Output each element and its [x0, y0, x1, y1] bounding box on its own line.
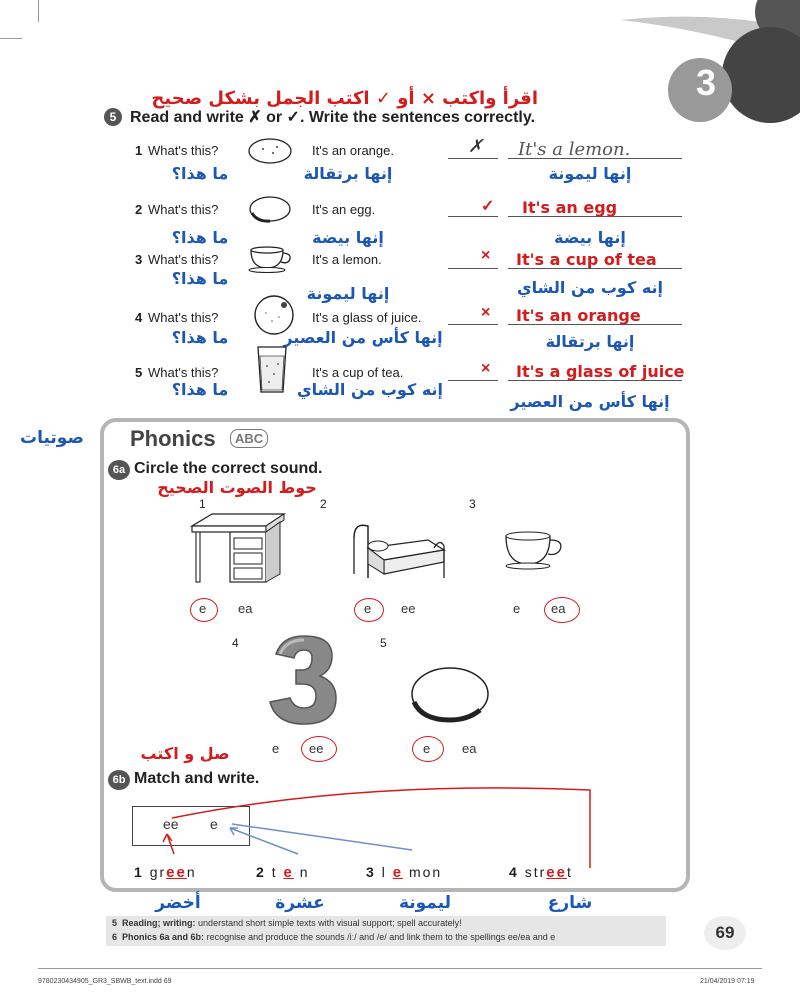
word-suffix: mon [408, 864, 443, 880]
footnote-number: 6 [112, 932, 118, 942]
ex6a-item-number: 5 [380, 636, 387, 650]
mark-line [448, 380, 498, 381]
ex5-statement: It's a lemon. [312, 252, 382, 267]
phonics-title: Phonics [130, 426, 216, 451]
crop-mark [38, 0, 39, 22]
ex5-question-ar: ما هذا؟ [171, 228, 229, 247]
ex6b-number-badge: 6b [108, 770, 130, 790]
ex6b-word [509, 864, 573, 881]
ex5-question: What's this? [148, 365, 219, 380]
ex5-item-number: 5 [135, 365, 143, 380]
word-fill[interactable]: ee [546, 864, 567, 881]
ex5-statement-ar: إنها برتقالة [303, 164, 393, 183]
sound-option[interactable]: ee [309, 741, 324, 756]
ex6a-arabic: حوط الصوت الصحيح [157, 478, 317, 497]
footnote-number: 5 [112, 918, 118, 928]
ex5-item-number: 2 [135, 202, 143, 217]
word-prefix: t [271, 864, 278, 880]
sound-option[interactable]: e [272, 741, 280, 756]
sound-option[interactable]: e [199, 601, 207, 616]
teacup-icon [500, 528, 570, 574]
desk-icon [188, 508, 288, 588]
ex5-answer-ar: إنها بيضة [554, 228, 626, 247]
ex6b-arabic: صل و اكتب [140, 744, 230, 763]
ex5-statement-ar: إنها ليمونة [306, 284, 390, 303]
ex6b-word-number: 3 [366, 864, 376, 880]
ex5-question-ar: ما هذا؟ [171, 380, 229, 399]
word-fill[interactable]: ee [166, 864, 187, 881]
mark-cross: × [481, 304, 491, 321]
footnote [112, 932, 555, 942]
ex6b-word [256, 864, 310, 881]
ex5-question-ar: ما هذا؟ [171, 328, 229, 347]
sound-box-ee: ee [163, 816, 179, 832]
ex5-answer-ar: إنها برتقالة [545, 332, 635, 351]
ex5-item-number: 3 [135, 252, 143, 267]
word-suffix: n [299, 864, 310, 880]
ex6b-word [366, 864, 442, 881]
page-number: 69 [704, 916, 746, 950]
ex5-answer-ar: إنها ليمونة [548, 164, 632, 183]
ex5-arabic-instruction: اقرأ واكتب × أو ✓ اكتب الجمل بشكل صحيح [151, 88, 538, 109]
ex5-answer: It's an egg [522, 198, 618, 217]
mark-tick: ✓ [481, 198, 495, 215]
word-suffix: n [186, 864, 197, 880]
word-prefix: str [524, 864, 547, 880]
word-suffix: t [566, 864, 573, 880]
bed-icon [348, 518, 448, 586]
ex5-statement-ar: إنه كوب من الشاي [296, 380, 444, 399]
ex5-item-number: 1 [135, 143, 143, 158]
footnote-text: understand short simple texts with visual support; spell accurately! [198, 918, 462, 928]
mark-cross: × [481, 247, 491, 264]
sound-option[interactable]: ea [462, 741, 477, 756]
ex6a-number-badge: 6a [108, 460, 130, 480]
mark-line [448, 324, 498, 325]
lemon-icon [245, 135, 295, 167]
ex6b-word [134, 864, 197, 881]
mark-line [448, 158, 498, 159]
ex5-item-number: 4 [135, 310, 143, 325]
ex5-answer-ar: إنه كوب من الشاي [516, 278, 664, 297]
ex5-question: What's this? [148, 202, 219, 217]
ex6a-item-number: 1 [199, 497, 206, 511]
mark-cross: × [481, 360, 491, 377]
ex6b-word-number: 1 [134, 864, 144, 880]
footnote-text: recognise and produce the sounds /iː/ and /e/ and link them to the spellings ee/ea and e [206, 932, 556, 942]
phonics-arabic-label: صوتيات [20, 428, 84, 448]
ex6b-word-ar: ليمونة [398, 893, 452, 913]
ex5-question: What's this? [148, 310, 219, 325]
ex5-question: What's this? [148, 143, 219, 158]
mark-cross: ✗ [468, 136, 484, 156]
footnote-label: Phonics 6a and 6b: [122, 932, 205, 942]
sound-option[interactable]: e [423, 741, 431, 756]
ex6b-word-number: 2 [256, 864, 266, 880]
ex6b-word-ar: شارع [547, 893, 593, 913]
ex5-statement-ar: إنها كأس من العصير [283, 328, 443, 347]
ex5-answer: It's an orange [516, 306, 641, 325]
ex5-answer: It's a cup of tea [516, 250, 657, 269]
bottom-rule [38, 968, 762, 969]
ex6a-item-number: 3 [469, 497, 476, 511]
ex6a-item-number: 4 [232, 636, 239, 650]
ex6b-word-ar: عشرة [275, 893, 325, 913]
ex5-answer: It's a glass of juice [516, 362, 685, 381]
ex5-statement: It's an orange. [312, 143, 394, 158]
sound-option[interactable]: e [513, 601, 521, 616]
sound-option[interactable]: ea [238, 601, 253, 616]
sound-option[interactable]: ee [401, 601, 416, 616]
footnote [112, 918, 462, 928]
phonics-badge: ABC [230, 429, 268, 448]
sound-box-e: e [210, 816, 218, 832]
corner-decoration [560, 0, 800, 130]
ex5-statement: It's a cup of tea. [312, 365, 404, 380]
ex5-answer-ar: إنها كأس من العصير [510, 392, 670, 411]
ex5-question-ar: ما هذا؟ [171, 269, 229, 288]
teacup-icon [245, 244, 297, 274]
mark-line [448, 268, 498, 269]
word-prefix: l [381, 864, 387, 880]
egg-icon [247, 194, 293, 224]
footer-file: 9780230434905_GR3_SBWB_text.indd 69 [38, 978, 172, 985]
ex6a-item-number: 2 [320, 497, 327, 511]
ex6b-title: Match and write. [134, 770, 260, 787]
ex5-title: Read and write ✗ or ✓. Write the sentences correctly. [130, 109, 536, 126]
ex6a-title: Circle the correct sound. [134, 460, 323, 477]
ex6b-word-ar: أخضر [155, 893, 201, 913]
sound-option[interactable]: e [364, 601, 372, 616]
ex6b-word-number: 4 [509, 864, 519, 880]
footer-date: 21/04/2019 07:19 [700, 978, 755, 985]
sound-option[interactable]: ea [551, 601, 566, 616]
crop-mark [0, 38, 22, 39]
word-fill[interactable]: e [392, 864, 404, 881]
number-three-icon [262, 632, 344, 728]
glass-of-juice-icon [254, 344, 290, 396]
mark-line [448, 216, 498, 217]
word-fill[interactable]: e [283, 864, 294, 881]
ex5-question: What's this? [148, 252, 219, 267]
ex5-statement-ar: إنها بيضة [312, 228, 384, 247]
ex5-number-badge: 5 [104, 108, 122, 126]
unit-number: 3 [696, 62, 717, 103]
ex5-statement: It's a glass of juice. [312, 310, 422, 325]
ex5-statement: It's an egg. [312, 202, 376, 217]
ex5-answer: It's a lemon. [518, 139, 631, 160]
ex5-question-ar: ما هذا؟ [171, 164, 229, 183]
egg-icon [408, 664, 492, 724]
word-prefix: gr [149, 864, 167, 880]
footnote-label: Reading; writing: [122, 918, 196, 928]
